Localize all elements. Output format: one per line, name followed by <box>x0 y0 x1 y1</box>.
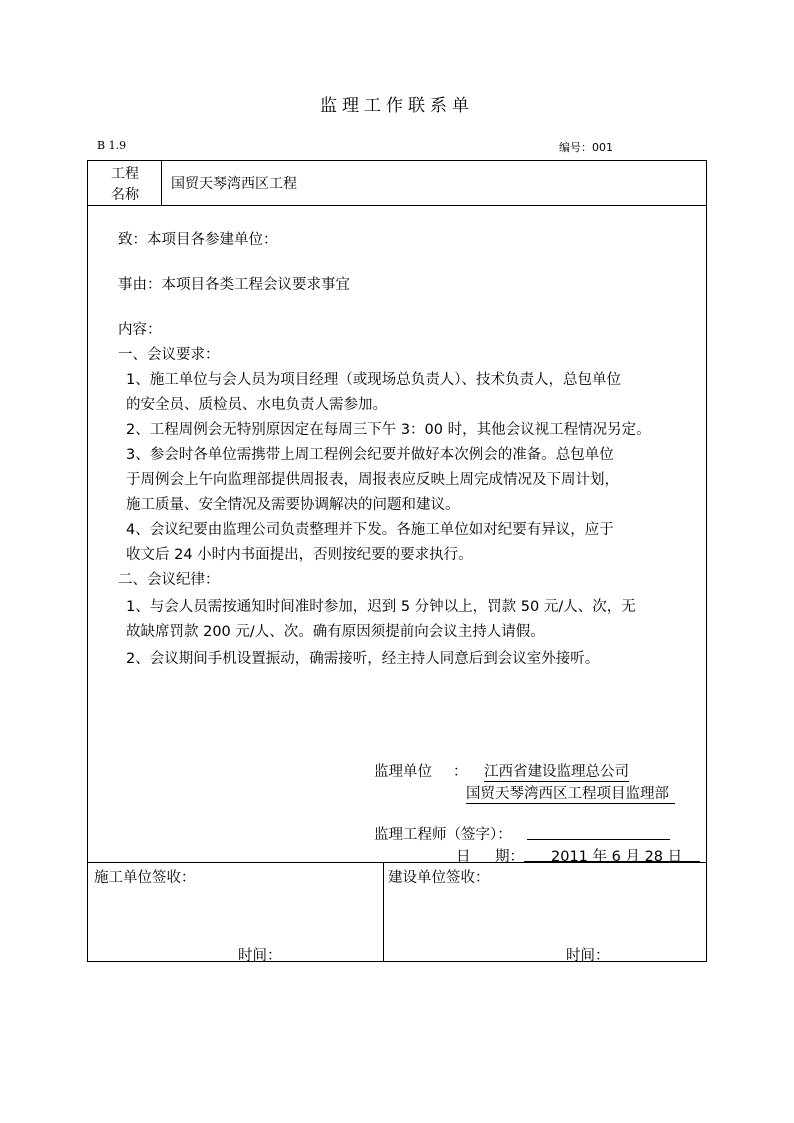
date-label-day: 日 <box>456 849 471 865</box>
date-value: 2011 年 6 月 28 日 <box>551 849 683 865</box>
date-label-period: 期： <box>495 849 524 865</box>
date-underline <box>524 861 700 862</box>
content-line: 2、工程周例会无特别原因定在每周三下午 3：00 时，其他会议视工程情况另定。 <box>126 422 651 438</box>
section-title: 二、会议纪律： <box>118 572 220 588</box>
content-line: 4、会议纪要由监理公司负责整理并下发。各施工单位如对纪要有异议，应于 <box>126 522 614 538</box>
supervision-department-name: 国贸天琴湾西区工程项目监理部 <box>466 782 675 804</box>
document-number: 编号：001 <box>559 141 613 154</box>
divider <box>383 862 384 962</box>
owner-time-label: 时间： <box>566 948 610 964</box>
section-title: 一、会议要求： <box>118 347 220 363</box>
content-line: 3、参会时各单位需携带上周工程例会纪要并做好本次例会的准备。总包单位 <box>126 447 614 463</box>
addressee: 致：本项目各参建单位： <box>118 232 278 248</box>
content-label: 内容： <box>118 322 162 338</box>
construction-unit-sign-label: 施工单位签收： <box>94 870 196 886</box>
divider <box>87 205 707 206</box>
project-label-line1: 工程 <box>111 166 139 182</box>
content-line: 1、施工单位与会人员为项目经理（或现场总负责人）、技术负责人，总包单位 <box>126 372 621 388</box>
divider <box>161 160 162 205</box>
content-line: 施工质量、安全情况及需要协调解决的问题和建议。 <box>126 497 460 513</box>
supervision-unit-colon: ： <box>453 764 468 780</box>
content-line: 1、与会人员需按通知时间准时参加，迟到 5 分钟以上，罚款 50 元/人、次，无 <box>126 599 636 615</box>
construction-time-label: 时间： <box>238 948 282 964</box>
content-line: 的安全员、质检员、水电负责人需参加。 <box>126 397 387 413</box>
owner-unit-sign-label: 建设单位签收： <box>388 870 490 886</box>
project-name: 国贸天琴湾西区工程 <box>171 176 297 192</box>
content-line: 于周例会上午向监理部提供周报表，周报表应反映上周完成情况及下周计划， <box>126 472 619 488</box>
supervision-unit-label: 监理单位 <box>374 764 432 780</box>
project-label-line2: 名称 <box>111 187 139 203</box>
subject: 事由：本项目各类工程会议要求事宜 <box>118 277 350 293</box>
supervision-unit-name: 江西省建设监理总公司 <box>484 760 629 782</box>
form-code: B 1.9 <box>97 139 127 152</box>
content-line: 收文后 24 小时内书面提出，否则按纪要的要求执行。 <box>126 547 473 563</box>
document-title: 监理工作联系单 <box>320 96 474 116</box>
content-line: 2、会议期间手机设置振动，确需接听，经主持人同意后到会议室外接听。 <box>126 651 600 667</box>
engineer-signature-line <box>527 839 670 840</box>
content-line: 故缺席罚款 200 元/人、次。确有原因须提前向会议主持人请假。 <box>126 624 545 640</box>
engineer-signature-label: 监理工程师（签字）： <box>374 827 512 843</box>
